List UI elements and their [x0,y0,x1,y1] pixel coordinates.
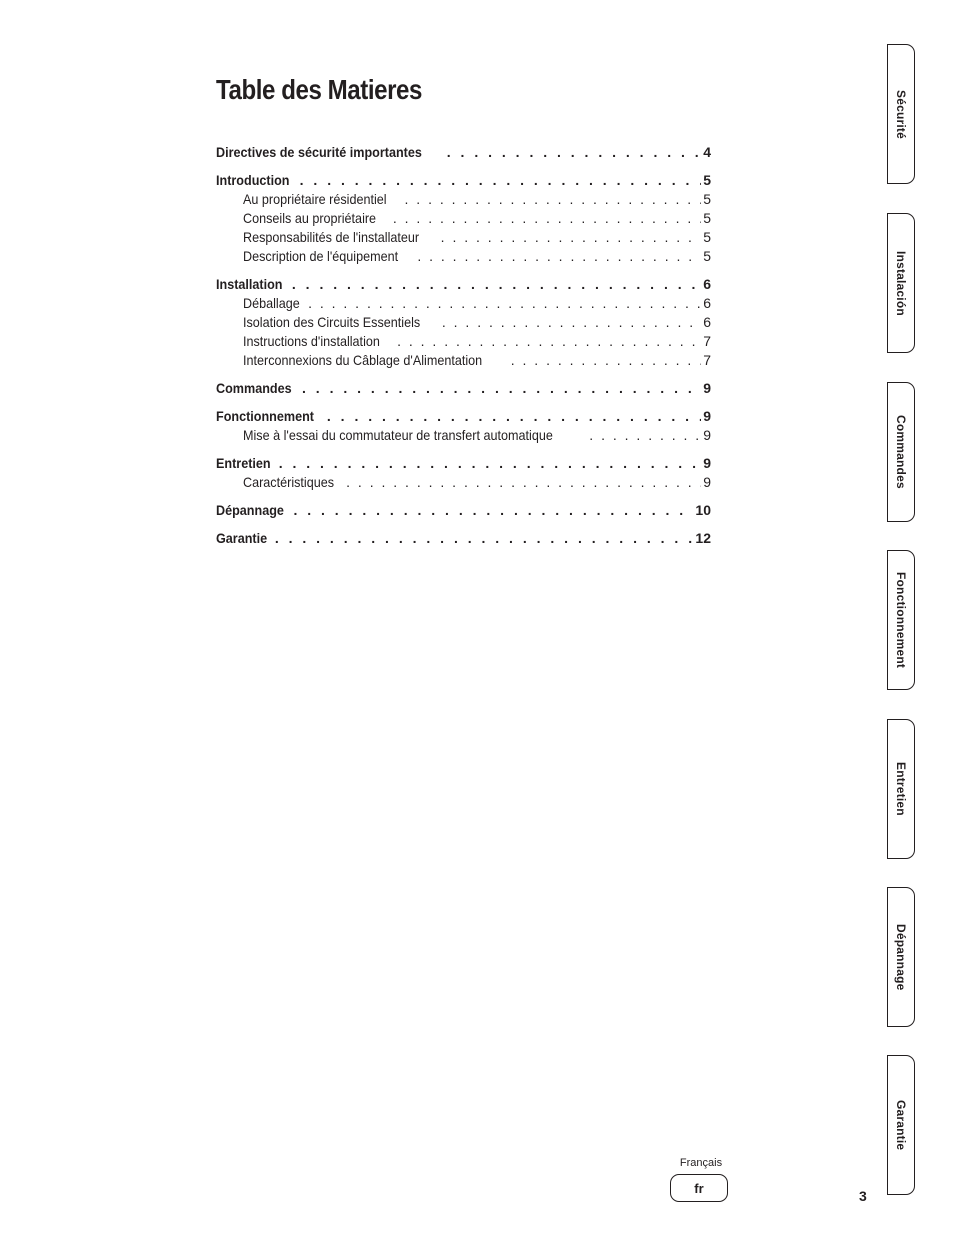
toc-entry-caracteristiques[interactable] [216,473,711,492]
dot-leader [417,247,701,266]
toc-entry-description[interactable] [216,247,711,266]
dot-leader [302,379,701,398]
page-title: Table des Matieres [216,74,422,105]
toc-entry-label: Entretien [216,455,271,471]
toc-entry-label: Garantie [216,530,268,546]
toc-entry-label: Dépannage [216,502,284,518]
toc-entry-isolation[interactable] [216,313,711,332]
tab-label: Entretien [894,762,908,816]
tab-instalacion[interactable] [887,213,915,353]
toc-entry-label: Installation [216,276,283,292]
toc-entry-depannage[interactable] [216,501,711,520]
toc-entry-responsabilites[interactable] [216,228,711,247]
toc-entry-page: 10 [695,502,711,518]
page-number: 3 [859,1188,867,1204]
dot-leader [279,454,702,473]
toc-entry-page: 7 [703,352,711,368]
toc-entry-label: Interconnexions du Câblage d'Alimentation [243,352,483,368]
toc-entry-page: 4 [703,144,711,160]
dot-leader [442,313,701,332]
toc-entry-label: Fonctionnement [216,408,315,424]
tab-entretien[interactable] [887,719,915,859]
tab-label: Fonctionnement [894,571,908,669]
toc-entry-label: Déballage [243,295,300,311]
dot-leader [405,190,702,209]
dot-leader [275,529,694,548]
toc-entry-installation[interactable] [216,275,711,294]
toc-entry-label: Caractéristiques [243,474,335,490]
toc-entry-page: 7 [703,333,711,349]
toc-entry-instructions[interactable] [216,332,711,351]
tab-label: Garantie [894,1099,908,1151]
toc-entry-page: 9 [703,408,711,424]
toc-entry-proprietaire-residentiel[interactable] [216,190,711,209]
toc-entry-page: 9 [703,427,711,443]
dot-leader [589,426,701,445]
toc-entry-page: 5 [703,229,711,245]
toc-entry-label: Commandes [216,380,292,396]
toc-entry-page: 9 [703,455,711,471]
tab-depannage[interactable] [887,887,915,1027]
dot-leader [346,473,701,492]
dot-leader [327,407,701,426]
toc-entry-directives[interactable] [216,143,711,162]
tab-fonctionnement[interactable] [887,550,915,690]
tab-garantie[interactable] [887,1055,915,1195]
toc-entry-label: Au propriétaire résidentiel [243,191,387,207]
toc-entry-label: Directives de sécurité importantes [216,144,422,160]
tab-label: Commandes [894,415,908,489]
table-of-contents [216,143,711,548]
dot-leader [293,501,693,520]
toc-entry-commandes[interactable] [216,379,711,398]
language-caption: Français [679,1157,723,1169]
tab-label: Sécurité [894,89,908,139]
language-code: fr [694,1180,704,1196]
toc-entry-label: Isolation des Circuits Essentiels [243,314,421,330]
toc-entry-page: 5 [703,191,711,207]
language-badge [670,1174,728,1202]
toc-entry-label: Description de l'équipement [243,248,399,264]
toc-entry-page: 6 [703,276,711,292]
dot-leader [447,143,701,162]
toc-entry-mise-a-lessai[interactable] [216,426,711,445]
dot-leader [300,171,702,190]
toc-entry-label: Instructions d'installation [243,333,380,349]
tab-label: Instalación [894,250,908,316]
dot-leader [292,275,701,294]
toc-entry-page: 5 [703,248,711,264]
toc-entry-label: Responsabilités de l'installateur [243,229,420,245]
toc-entry-garantie[interactable] [216,529,711,548]
dot-leader [397,332,701,351]
dot-leader [511,351,701,370]
toc-entry-fonctionnement[interactable] [216,407,711,426]
toc-entry-page: 6 [703,295,711,311]
tab-securite[interactable] [887,44,915,184]
tab-commandes[interactable] [887,382,915,522]
toc-entry-page: 5 [703,210,711,226]
toc-entry-deballage[interactable] [216,294,711,313]
toc-entry-conseils[interactable] [216,209,711,228]
toc-entry-page: 12 [695,530,711,546]
toc-entry-label: Mise à l'essai du commutateur de transfert automatique [243,427,553,443]
toc-entry-page: 9 [703,380,711,396]
toc-entry-introduction[interactable] [216,171,711,190]
tab-label: Dépannage [894,923,908,991]
dot-leader [308,294,701,313]
toc-entry-interconnexions[interactable] [216,351,711,370]
dot-leader [441,228,702,247]
dot-leader [393,209,701,228]
toc-entry-page: 9 [703,474,711,490]
toc-entry-page: 6 [703,314,711,330]
toc-entry-label: Conseils au propriétaire [243,210,377,226]
toc-entry-label: Introduction [216,172,290,188]
toc-entry-entretien[interactable] [216,454,711,473]
toc-entry-page: 5 [703,172,711,188]
